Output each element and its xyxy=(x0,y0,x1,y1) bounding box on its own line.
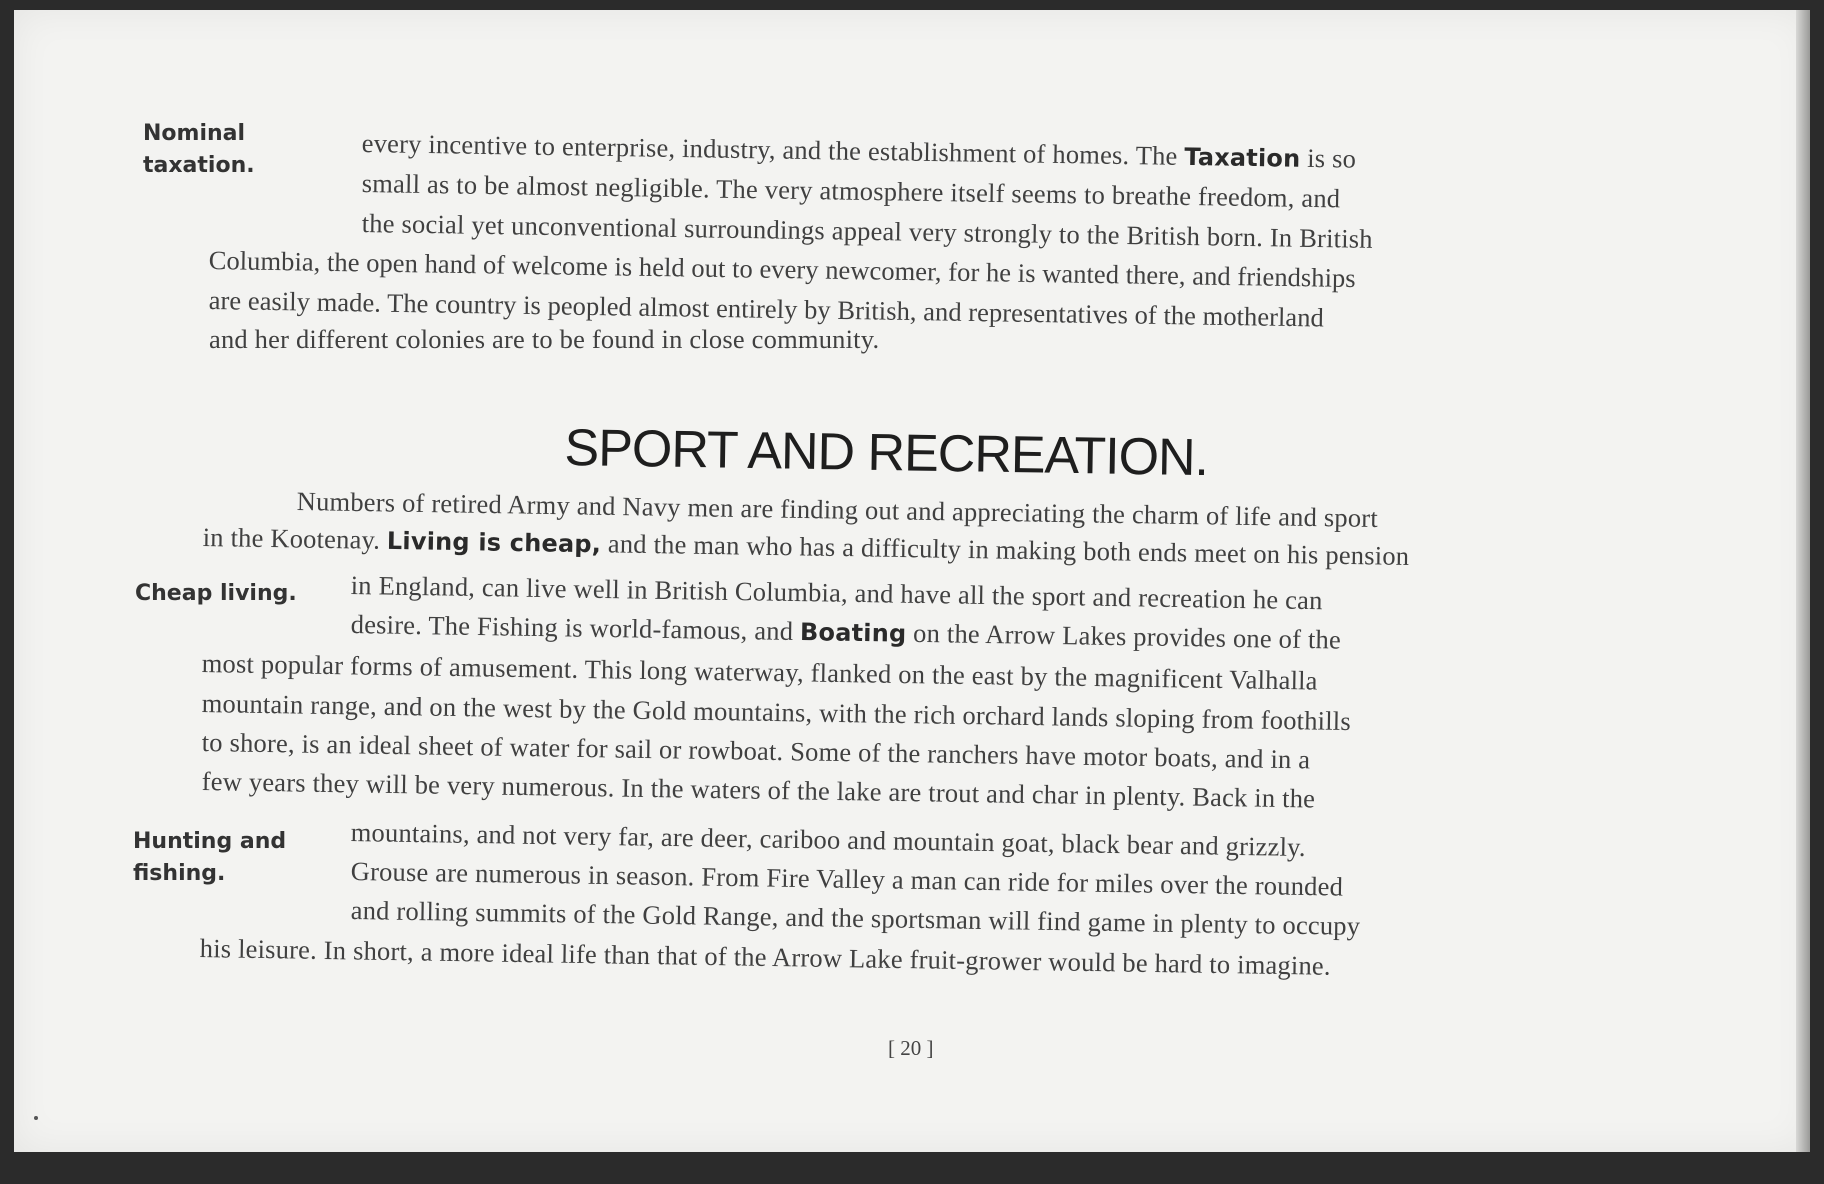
text-run: desire. The Fishing is world-famous, and xyxy=(350,609,801,647)
paragraph-line: most popular forms of amusement. This long waterway, flanked on the east by the magnificent Valhalla xyxy=(201,648,1318,696)
sidenote-line: fishing. xyxy=(133,861,226,886)
sidenote-cheap-living xyxy=(135,578,297,610)
text-run: and the man who has a difficulty in making both ends meet on his pension xyxy=(600,528,1410,571)
paragraph-line: Numbers of retired Army and Navy men are finding out and appreciating the charm of life and sport xyxy=(296,486,1379,533)
text-run: every incentive to enterprise, industry, and the establishment of homes. The xyxy=(361,128,1185,171)
bold-run: Taxation xyxy=(1184,142,1301,173)
sidenote-line: taxation. xyxy=(143,153,255,178)
sidenote-line: Hunting and xyxy=(133,829,287,854)
sidenote-line: Cheap living. xyxy=(135,581,297,606)
paragraph-line: and rolling summits of the Gold Range, and the sportsman will find game in plenty to occupy xyxy=(350,895,1361,941)
sidenote-nominal-taxation xyxy=(143,118,255,182)
paragraph-line: Grouse are numerous in season. From Fire Valley a man can ride for miles over the rounded xyxy=(350,856,1344,902)
paragraph-line: few years they will be very numerous. In the waters of the lake are trout and char in plenty. Back in the xyxy=(201,766,1316,814)
bold-run: Boating xyxy=(799,618,907,648)
paragraph-line: small as to be almost negligible. The very atmosphere itself seems to breathe freedom, and xyxy=(361,168,1341,214)
paragraph-line: the social yet unconventional surroundings appeal very strongly to the British born. In British xyxy=(361,208,1373,254)
paragraph-line: to shore, is an ideal sheet of water for sail or rowboat. Some of the ranchers have motor boats, and in a xyxy=(201,727,1311,775)
bold-run: Living is cheap, xyxy=(386,526,602,559)
paragraph-line: mountains, and not very far, are deer, cariboo and mountain goat, black bear and grizzly. xyxy=(350,817,1306,862)
section-heading: SPORT AND RECREATION. xyxy=(564,418,1209,488)
paragraph-line: his leisure. In short, a more ideal life than that of the Arrow Lake fruit-grower would be hard to imagine. xyxy=(199,933,1331,981)
text-run: in the Kootenay. xyxy=(202,522,388,555)
paragraph-line: mountain range, and on the west by the Gold mountains, with the rich orchard lands sloping from foothills xyxy=(201,688,1352,737)
paragraph-line: in England, can live well in British Columbia, and have all the sport and recreation he can xyxy=(350,570,1323,616)
sidenote-hunting-fishing xyxy=(133,826,286,890)
page-edge xyxy=(1796,10,1810,1152)
scan-speck xyxy=(34,1116,38,1120)
paragraph-line: and her different colonies are to be found in close community. xyxy=(209,324,880,354)
paragraph-line: Columbia, the open hand of welcome is held out to every newcomer, for he is wanted there, and friendships xyxy=(208,245,1356,294)
page-number: [ 20 ] xyxy=(888,1036,934,1060)
sidenote-line: Nominal xyxy=(143,121,246,146)
paragraph-line: are easily made. The country is peopled almost entirely by British, and representatives of the motherland xyxy=(208,285,1325,333)
text-run: is so xyxy=(1300,142,1357,174)
text-run: on the Arrow Lakes provides one of the xyxy=(906,617,1342,655)
